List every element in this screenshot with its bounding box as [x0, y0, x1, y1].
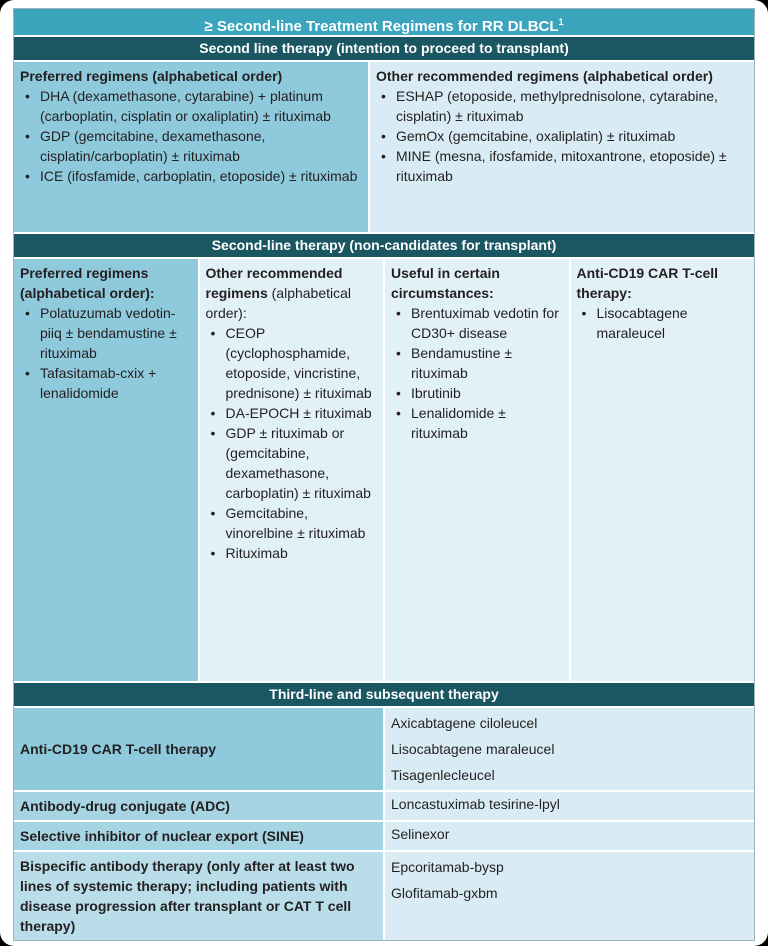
preferred-regimens-heading: Preferred regimens (alphabetical order):: [20, 265, 155, 301]
section-header-third-line: Third-line and subsequent therapy: [14, 683, 754, 706]
preferred-regimens-list: [20, 86, 362, 186]
value-line: Axicabtagene ciloleucel: [391, 715, 538, 731]
list-item: • MINE (mesna, ifosfamide, mitoxantrone, etoposide) ± rituximab: [376, 146, 748, 186]
list-item: • Rituximab: [206, 543, 378, 563]
third-line-row-bispecific: [14, 852, 754, 940]
other-recommended-heading: [206, 263, 378, 323]
list-item: • Bendamustine ± rituximab: [391, 343, 563, 383]
table-title: [14, 9, 754, 35]
other-recommended-transplant-cell: [370, 62, 754, 232]
other-recommended-list: [206, 323, 378, 563]
value-line: Lisocabtagene maraleucel: [391, 741, 555, 757]
list-item: • GDP ± rituximab or (gemcitabine, dexamethasone, carboplatin) ± rituximab: [206, 423, 378, 503]
row-label-adc: Antibody-drug conjugate (ADC): [14, 792, 383, 820]
list-item: • Tafasitamab-cxix + lenalidomide: [20, 363, 192, 403]
other-recommended-noncandidates-cell: [200, 259, 384, 681]
anti-cd19-list: [577, 303, 749, 343]
list-item: • GDP (gemcitabine, dexamethasone, cisplatin/carboplatin) ± rituximab: [20, 126, 362, 166]
anti-cd19-heading: Anti-CD19 CAR T-cell therapy:: [576, 265, 719, 301]
section-second-line-transplant: [14, 62, 754, 232]
row-label-car-t: Anti-CD19 CAR T-cell therapy: [14, 708, 383, 790]
heading-plain-part: (alphabetical order):: [205, 285, 352, 321]
preferred-regimens-noncandidates-cell: [14, 259, 198, 681]
section-header-second-line-transplant: Second line therapy (intention to proceed to transplant): [14, 37, 754, 60]
value-line: Loncastuximab tesirine-lpyl: [391, 796, 560, 812]
useful-certain-circumstances-cell: [385, 259, 569, 681]
useful-circumstances-heading: Useful in certain circumstances:: [391, 265, 500, 301]
list-item: • DA-EPOCH ± rituximab: [206, 403, 378, 423]
list-item: • Brentuximab vedotin for CD30+ disease: [391, 303, 563, 343]
third-line-row-adc: [14, 792, 754, 820]
preferred-regimens-transplant-cell: [14, 62, 368, 232]
row-values-sine: [385, 822, 754, 850]
row-values-adc: [385, 792, 754, 820]
section-header-second-line-noncandidates: Second-line therapy (non-candidates for transplant): [14, 234, 754, 257]
treatment-regimens-table: [13, 8, 755, 941]
table-title-text: ≥ Second-line Treatment Regimens for RR DLBCL: [204, 18, 559, 35]
list-item: • Gemcitabine, vinorelbine ± rituximab: [206, 503, 378, 543]
preferred-regimens-heading: Preferred regimens (alphabetical order): [20, 68, 283, 84]
list-item: • ICE (ifosfamide, carboplatin, etoposide) ± rituximab: [20, 166, 362, 186]
list-item: • CEOP (cyclophosphamide, etoposide, vincristine, prednisone) ± rituximab: [206, 323, 378, 403]
list-item: • Lisocabtagene maraleucel: [577, 303, 749, 343]
other-recommended-list: [376, 86, 748, 186]
list-item: • GemOx (gemcitabine, oxaliplatin) ± rituximab: [376, 126, 748, 146]
row-values-car-t: [385, 708, 754, 790]
section-second-line-noncandidates: [14, 259, 754, 681]
row-label-sine: Selective inhibitor of nuclear export (SINE): [14, 822, 383, 850]
row-values-bispecific: [385, 852, 754, 940]
value-line: Tisagenlecleucel: [391, 767, 495, 783]
list-item: • Ibrutinib: [391, 383, 563, 403]
preferred-regimens-list: [20, 303, 192, 403]
value-line: Glofitamab-gxbm: [391, 885, 498, 901]
title-footnote-marker: 1: [558, 17, 564, 27]
heading-bold-part: Other recommended regimens: [205, 265, 343, 301]
anti-cd19-car-t-cell: [571, 259, 755, 681]
list-item: • DHA (dexamethasone, cytarabine) + platinum (carboplatin, cisplatin or oxaliplatin) ± rituximab: [20, 86, 362, 126]
list-item: • Polatuzumab vedotin-piiq ± bendamustine ± rituximab: [20, 303, 192, 363]
other-recommended-heading: Other recommended regimens (alphabetical order): [376, 68, 713, 84]
value-line: Selinexor: [391, 826, 450, 842]
row-label-bispecific: Bispecific antibody therapy (only after at least two lines of systemic therapy; including patients with disease progression after transplant or CAT T cell therapy): [14, 852, 383, 940]
third-line-row-car-t: [14, 708, 754, 790]
third-line-row-sine: [14, 822, 754, 850]
value-line: Epcoritamab-bysp: [391, 859, 504, 875]
list-item: • ESHAP (etoposide, methylprednisolone, cytarabine, cisplatin) ± rituximab: [376, 86, 748, 126]
useful-circumstances-list: [391, 303, 563, 443]
list-item: • Lenalidomide ± rituximab: [391, 403, 563, 443]
